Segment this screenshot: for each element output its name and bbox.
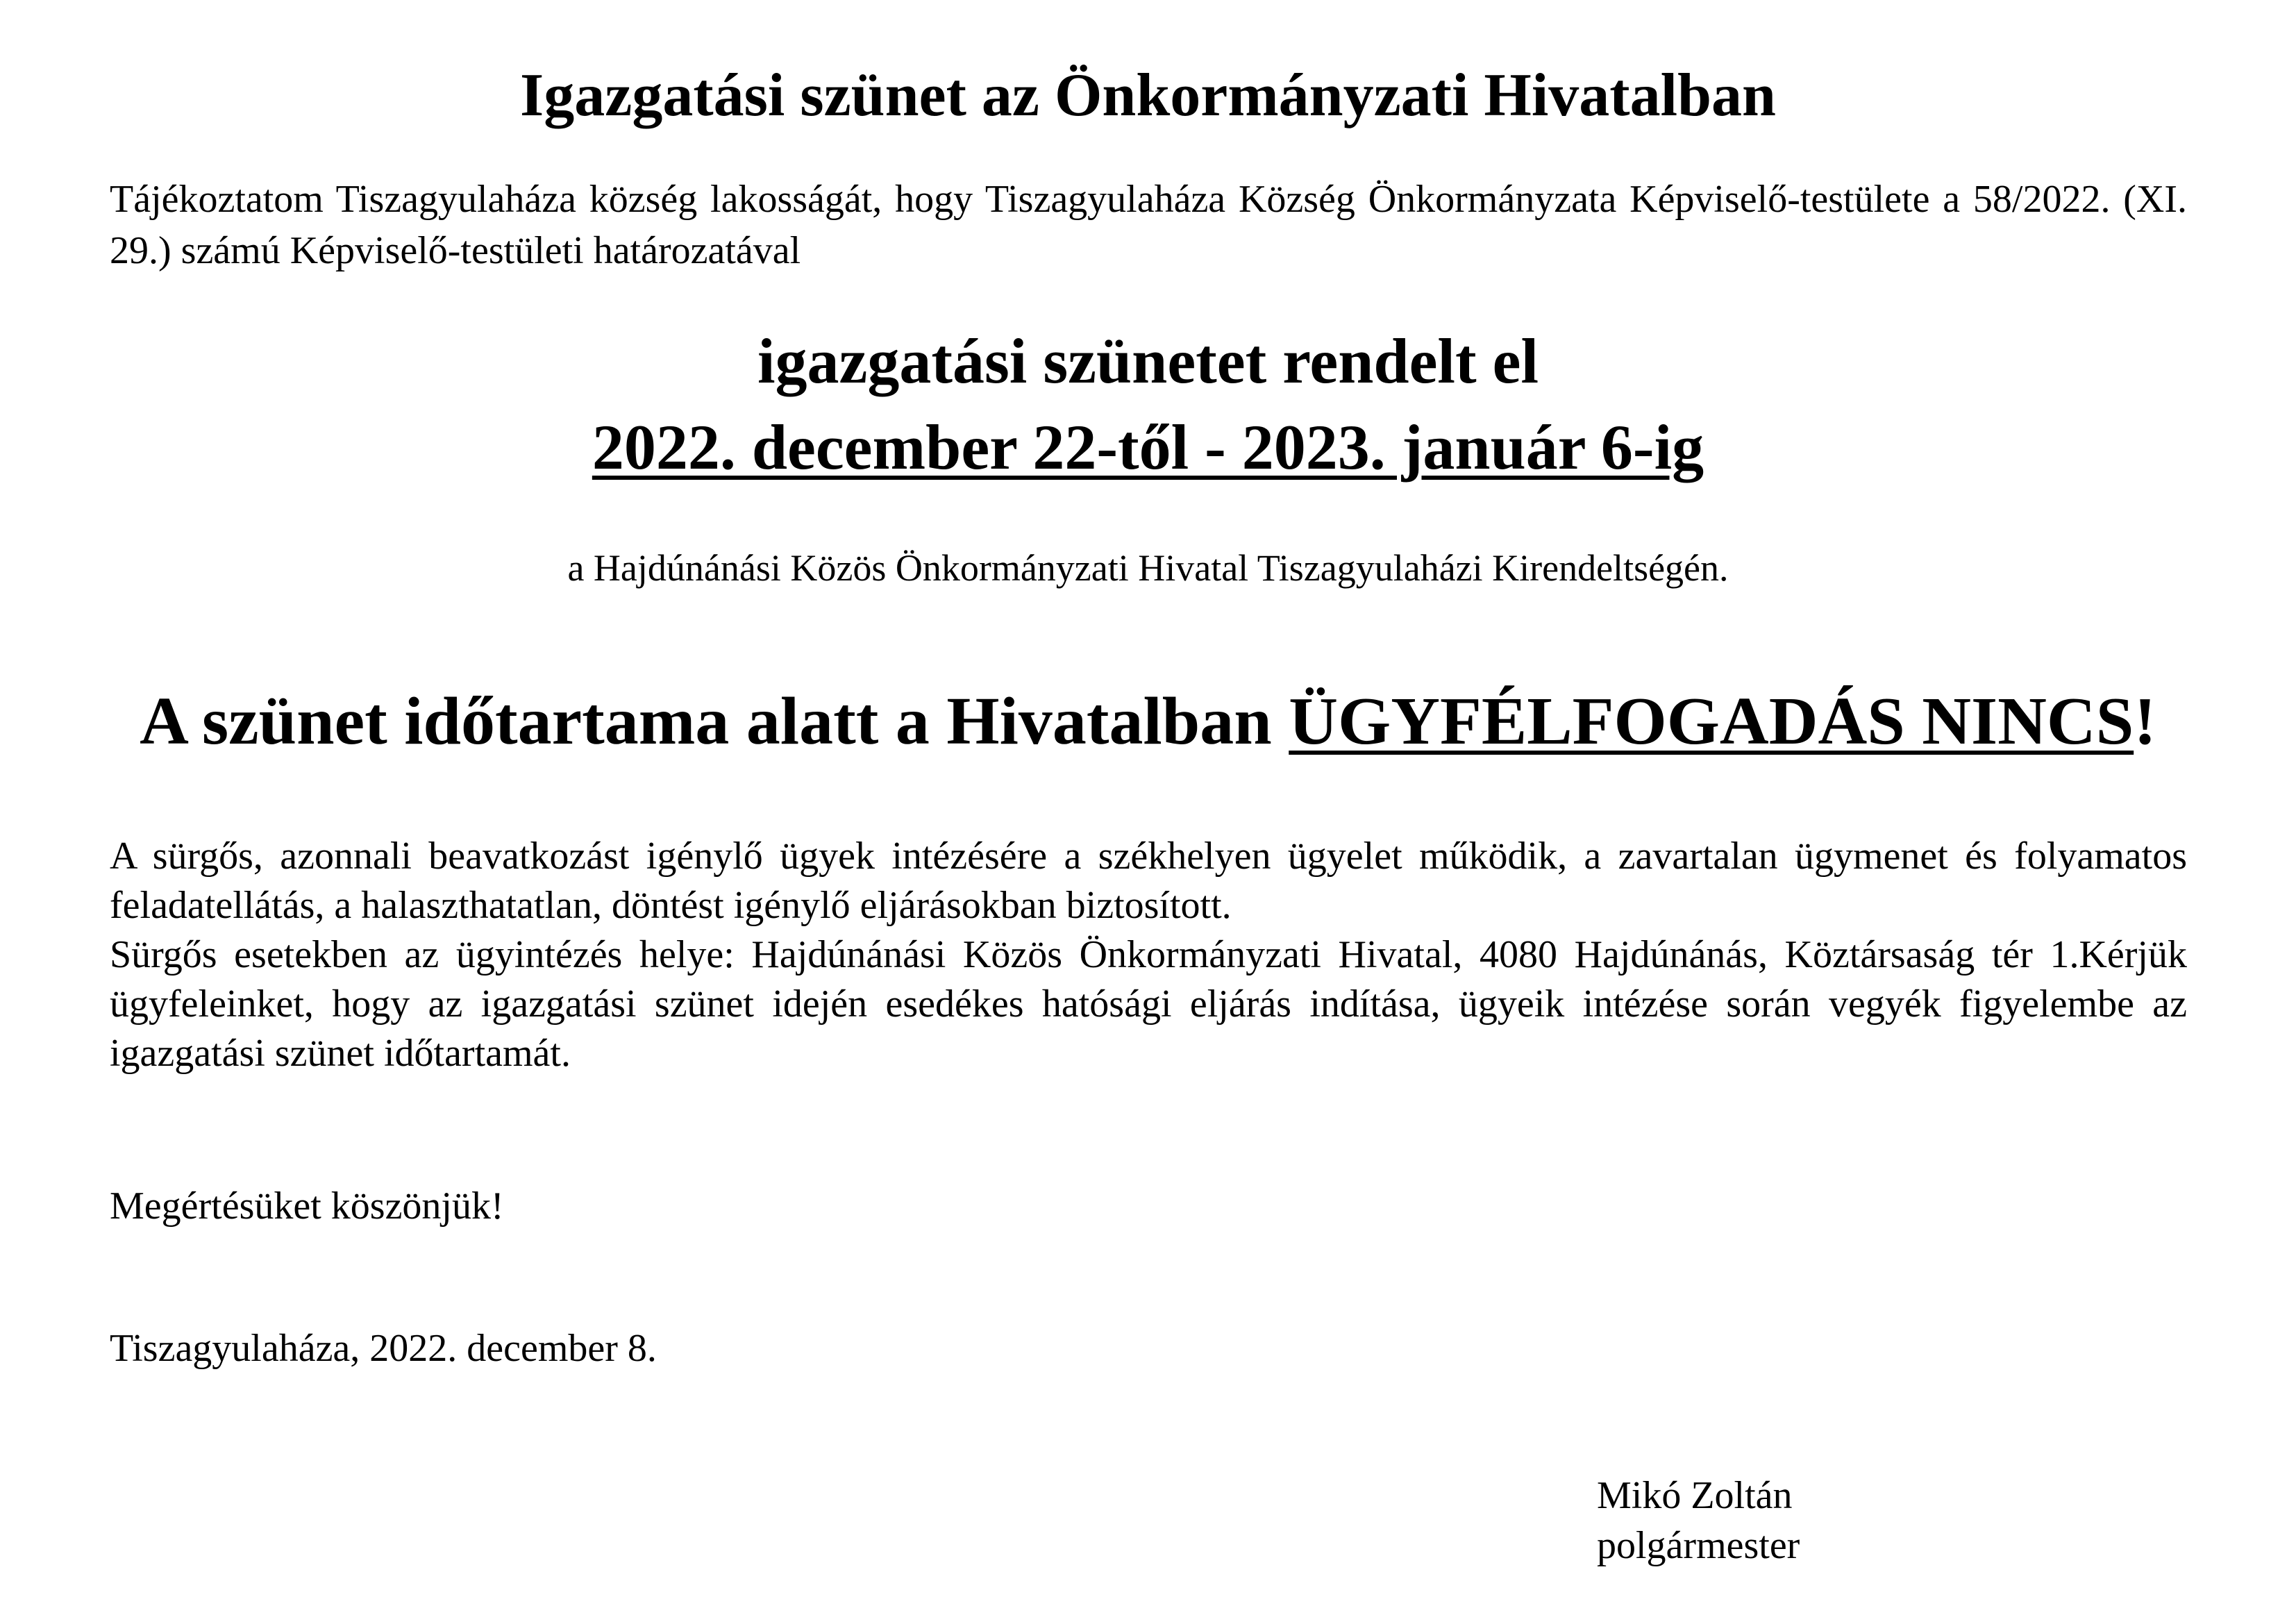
notice-prefix: A szünet időtartama alatt a Hivatalban [140,684,1289,759]
period-dates: 2022. december 22-től - 2023. január 6-ig [592,412,1704,483]
signer-name: Mikó Zoltán [1597,1474,1793,1517]
document-title: Igazgatási szünet az Önkormányzati Hivatalban [520,62,1776,129]
location-line: a Hajdúnánási Közös Önkormányzati Hivatal Tiszagyulaházi Kirendeltségén. [567,547,1729,589]
notice-heading [0,676,2296,767]
notice-suffix: ! [2134,684,2156,759]
signature-block [1597,1471,1800,1571]
notice-emphasis: ÜGYFÉLFOGADÁS NINCS [1289,684,2134,759]
intro-paragraph: Tájékoztatom Tiszagyulaháza község lakosságát, hogy Tiszagyulaháza Község Önkormányzata Képviselő-testülete a 58/2022. (XI. 29.) számú Képviselő-testületi határozatával [110,178,2187,272]
thanks-line: Megértésüket köszönjük! [110,1184,504,1228]
decision-heading: igazgatási szünetet rendelt el [757,326,1539,396]
body-paragraph-1: A sürgős, azonnali beavatkozást igénylő ügyek intézésére a székhelyen ügyelet működik, a zavartalan ügymenet és folyamatos feladatellátás, a halaszthatatlan, döntést igénylő eljárásokban biztosított. [110,835,2187,927]
signer-title: polgármester [1597,1524,1800,1567]
place-date-line: Tiszagyulaháza, 2022. december 8. [110,1327,657,1370]
body-text [110,832,2187,1078]
period-heading [0,404,2296,490]
body-paragraph-2: Sürgős esetekben az ügyintézés helye: Hajdúnánási Közös Önkormányzati Hivatal, 4080 Hajdúnánás, Köztársaság tér 1.Kérjük ügyfeleinket, hogy az igazgatási szünet idején esedékes hatósági eljárás indítása, ügyeik intézése során vegyék figyelembe az igazgatási szünet időtartamát. [110,933,2187,1075]
